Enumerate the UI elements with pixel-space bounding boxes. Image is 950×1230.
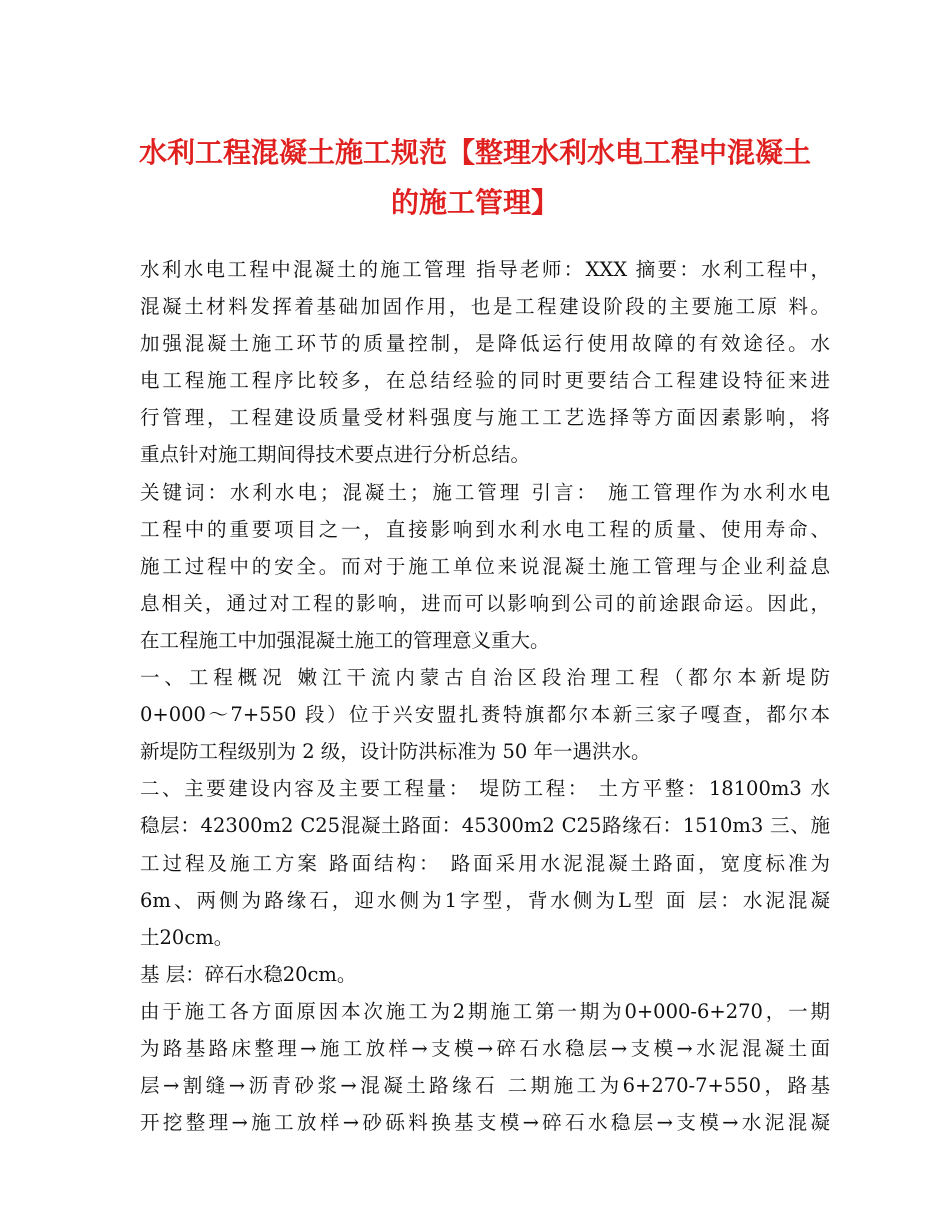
body-line: 稳层：42300m2 C25混凝土路面：45300m2 C25路缘石：1510m3 三、施 bbox=[140, 814, 830, 838]
body-line: 二、主要建设内容及主要工程量： 堤防工程： 土方平整：18100m3 水 bbox=[140, 777, 830, 801]
document-title bbox=[110, 128, 840, 228]
body-line: 重点针对施工期间得技术要点进行分析总结。 bbox=[140, 443, 531, 467]
body-line: 一、工程概况 嫩江干流内蒙古自治区段治理工程（都尔本新堤防 bbox=[140, 666, 830, 690]
body-line: 0+000～7+550 段）位于兴安盟扎赉特旗都尔本新三家子嘎查，都尔本 bbox=[140, 703, 830, 727]
body-line: 新堤防工程级别为 2 级，设计防洪标准为 50 年一遇洪水。 bbox=[140, 740, 651, 764]
title-line-1: 水利工程混凝土施工规范【整理水利水电工程中混凝土 bbox=[138, 136, 811, 169]
body-line: 混凝土材料发挥着基础加固作用，也是工程建设阶段的主要施工原 料。 bbox=[140, 295, 830, 319]
body-line: 由于施工各方面原因本次施工为2期施工第一期为0+000-6+270，一期 bbox=[140, 999, 830, 1023]
body-line: 水利水电工程中混凝土的施工管理 指导老师：XXX 摘要：水利工程中， bbox=[140, 258, 830, 281]
body-line: 基 层：碎石水稳20cm。 bbox=[140, 962, 357, 986]
body-line: 关键词：水利水电；混凝土；施工管理 引言： 施工管理作为水利水电 bbox=[140, 480, 830, 504]
body-line: 行管理，工程建设质量受材料强度与施工工艺选择等方面因素影响，将 bbox=[140, 406, 830, 430]
body-line: 工程中的重要项目之一，直接影响到水利水电工程的质量、使用寿命、 bbox=[140, 517, 830, 541]
title-line-2: 的施工管理】 bbox=[390, 186, 559, 219]
body-line: 土20cm。 bbox=[140, 925, 234, 949]
body-line: 在工程施工中加强混凝土施工的管理意义重大。 bbox=[140, 628, 550, 652]
body-line: 层→割缝→沥青砂浆→混凝土路缘石 二期施工为6+270-7+550，路基 bbox=[140, 1074, 830, 1098]
body-line: 开挖整理→施工放样→砂砾料换基支模→碎石水稳层→支模→水泥混凝 bbox=[140, 1111, 830, 1135]
body-line: 电工程施工程序比较多，在总结经验的同时更要结合工程建设特征来进 bbox=[140, 369, 830, 393]
body-line: 施工过程中的安全。而对于施工单位来说混凝土施工管理与企业利益息 bbox=[140, 554, 830, 578]
document-body bbox=[140, 251, 830, 1141]
body-line: 加强混凝土施工环节的质量控制，是降低运行使用故障的有效途径。水 bbox=[140, 332, 830, 356]
body-line: 为路基路床整理→施工放样→支模→碎石水稳层→支模→水泥混凝土面 bbox=[140, 1036, 830, 1060]
body-line: 息相关，通过对工程的影响，进而可以影响到公司的前途跟命运。因此， bbox=[140, 591, 830, 615]
body-line: 工过程及施工方案 路面结构： 路面采用水泥混凝土路面，宽度标准为 bbox=[140, 851, 830, 875]
body-line: 6m、两侧为路缘石，迎水侧为1字型，背水侧为L型 面 层：水泥混凝 bbox=[140, 888, 830, 912]
